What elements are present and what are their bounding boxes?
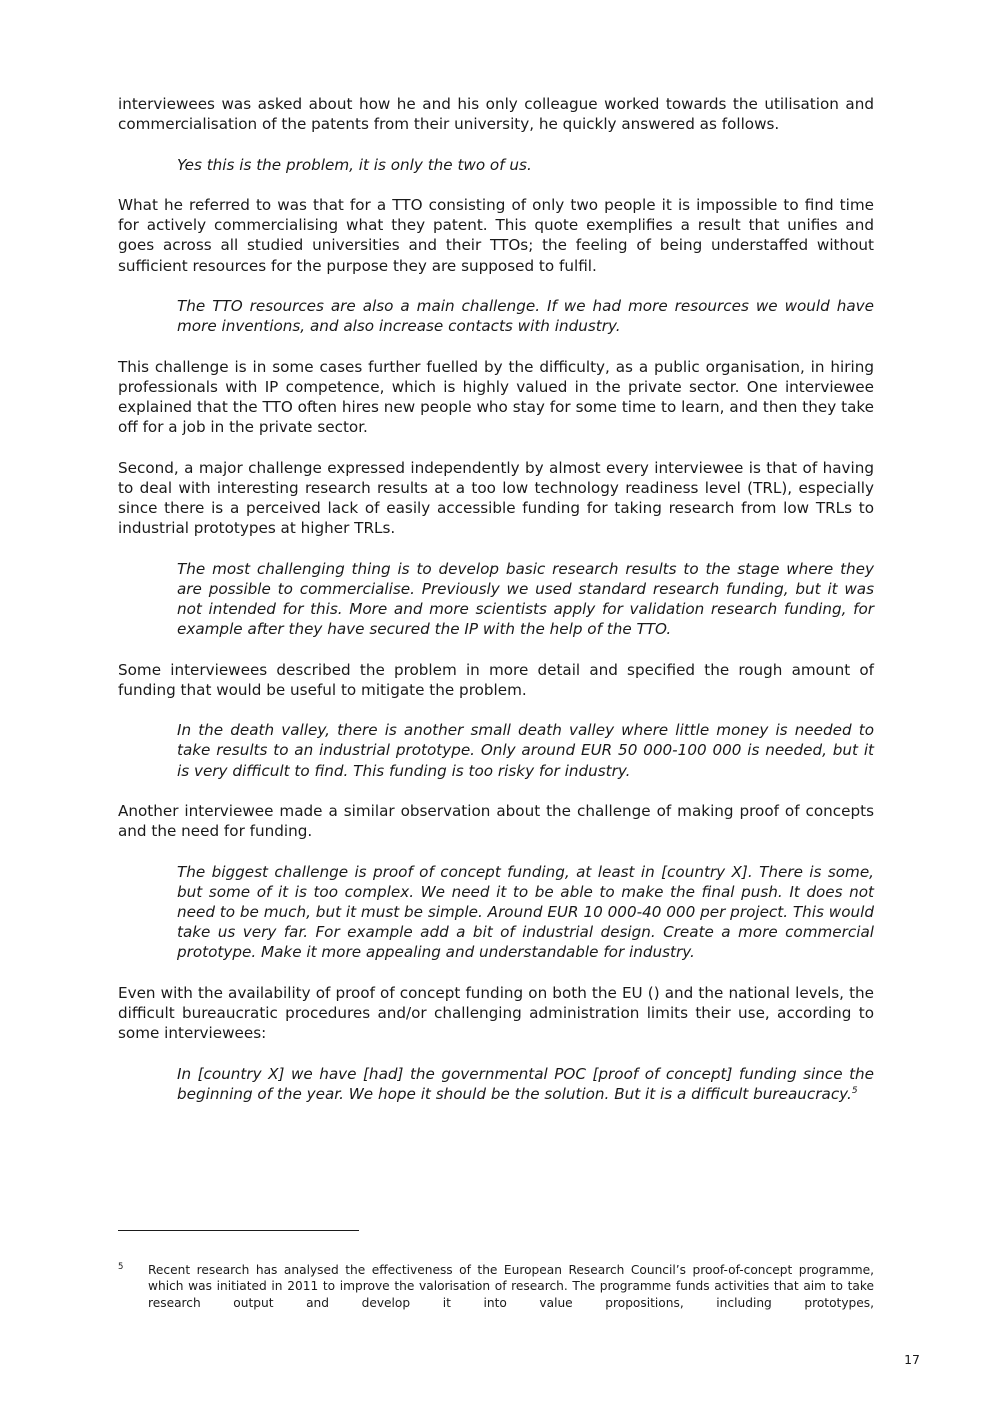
paragraph-3: This challenge is in some cases further fuelled by the difficulty, as a public organisation, in hiring professionals with IP competence, which is highly valued in the private sector. One interviewee explained that the TTO often hires new people who stay for some time to learn, and then they take off for a job in the private sector.	[118, 357, 874, 437]
footnote-number: 5	[118, 1262, 124, 1272]
quote-2: The TTO resources are also a main challenge. If we had more resources we would have more inventions, and also increase contacts with industry.	[177, 296, 874, 336]
quote-6-text: In [country X] we have [had] the governmental POC [proof of concept] funding since the beginning of the year. We hope it should be the solution. But it is a difficult bureaucracy.	[177, 1064, 874, 1103]
paragraph-4: Second, a major challenge expressed independently by almost every interviewee is that of having to deal with interesting research results at a too low technology readiness level (TRL), especially since there is a perceived lack of easily accessible funding for taking research from low TRLs to industrial prototypes at higher TRLs.	[118, 458, 874, 538]
quote-6	[177, 1064, 874, 1104]
quote-5: The biggest challenge is proof of concept funding, at least in [country X]. There is some, but some of it is too complex. We need it to be able to make the final push. It does not need to be much, but it must be simple. Around EUR 10 000-40 000 per project. This would take us very far. For example add a bit of industrial design. Create a more commercial prototype. Make it more appealing and understandable for industry.	[177, 862, 874, 962]
paragraph-7: Even with the availability of proof of concept funding on both the EU () and the national levels, the difficult bureaucratic procedures and/or challenging administration limits their use, according to some interviewees:	[118, 983, 874, 1043]
quote-1: Yes this is the problem, it is only the two of us.	[177, 155, 532, 174]
footnote-text: Recent research has analysed the effectiveness of the European Research Council’s proof-of-concept programme, which was initiated in 2011 to improve the valorisation of research. The programme funds activities that aim to take research output and develop it into value propositions, including prototypes,	[148, 1263, 874, 1310]
paragraph-6: Another interviewee made a similar observation about the challenge of making proof of concepts and the need for funding.	[118, 801, 874, 841]
paragraph-5: Some interviewees described the problem in more detail and specified the rough amount of funding that would be useful to mitigate the problem.	[118, 660, 874, 699]
paragraph-2: What he referred to was that for a TTO consisting of only two people it is impossible to find time for actively commercialising what they patent. This quote exemplifies a result that unifies and goes across all studied universities and their TTOs; the feeling of being understaffed without sufficient resources for the purpose they are supposed to fulfil.	[118, 195, 874, 275]
paragraph-1: interviewees was asked about how he and his only colleague worked towards the utilisation and commercialisation of the patents from their university, he quickly answered as follows.	[118, 95, 874, 134]
document-body	[118, 94, 874, 1124]
footnote	[118, 1262, 874, 1311]
footnote-reference[interactable]: 5	[851, 1085, 858, 1096]
quote-4: In the death valley, there is another small death valley where little money is needed to take results to an industrial prototype. Only around EUR 50 000-100 000 is needed, but it is very difficult to find. This funding is too risky for industry.	[177, 721, 874, 780]
page-number: 17	[904, 1352, 920, 1367]
footnote-separator	[118, 1230, 359, 1231]
quote-3: The most challenging thing is to develop basic research results to the stage where they are possible to commercialise. Previously we used standard research funding, but it was not intended for this. More and more scientists apply for validation research funding, for example after they have secured the IP with the help of the TTO.	[177, 559, 874, 639]
